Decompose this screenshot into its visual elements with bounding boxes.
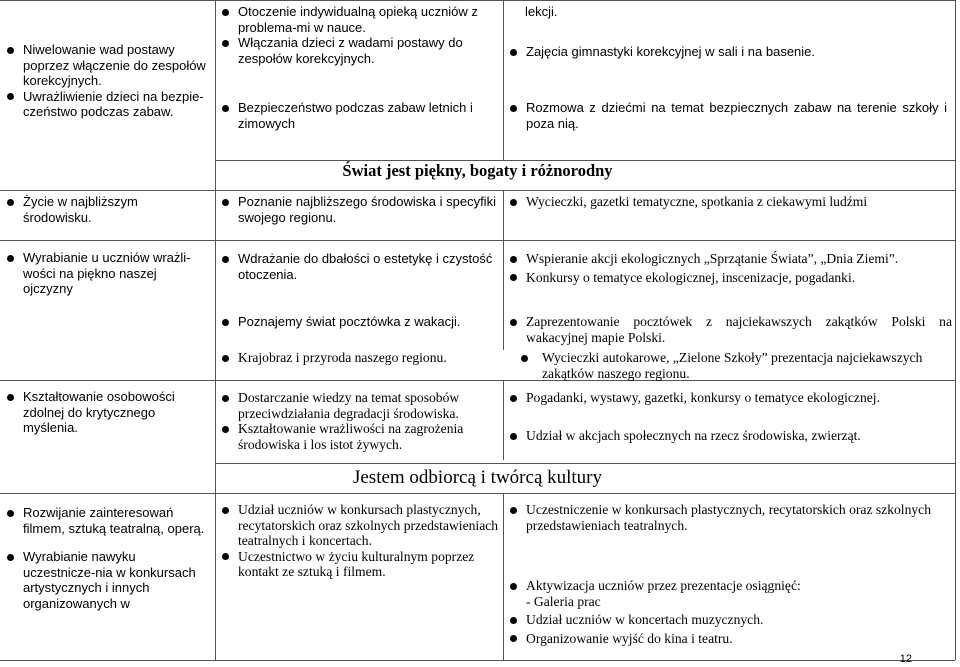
row-divider [0, 240, 955, 241]
text-fragment: lekcji. [525, 4, 558, 19]
bullet-icon [521, 355, 528, 362]
column-divider [503, 190, 504, 350]
list-item: Zaprezentowanie pocztówek z najciekawszych zakątków Polski na wakacyjnej mapie Polski. [507, 314, 952, 345]
bullet-icon [222, 553, 229, 560]
activities-list-trips [518, 350, 952, 381]
list-item: Uwrażliwienie dzieci na bezpie-czeństwo podczas zabaw. [4, 89, 209, 120]
activities-list-safety [507, 100, 947, 131]
list-item: Wycieczki, gazetki tematyczne, spotkania z ciekawymi ludźmi [507, 194, 952, 210]
list-item: Wdrażanie do dbałości o estetykę i czystość otoczenia. [219, 251, 497, 282]
list-item: Udział uczniów w koncertach muzycznych. [507, 612, 952, 628]
tasks-list-health [219, 4, 497, 66]
row-divider [215, 463, 955, 464]
list-item: Rozmowa z dziećmi na temat bezpiecznych zabaw na terenie szkoły i poza nią. [507, 100, 947, 131]
bullet-icon [510, 635, 517, 642]
bullet-icon [7, 255, 14, 262]
activities-list-culture [507, 578, 952, 646]
tasks-list-region [219, 194, 497, 225]
bullet-icon [510, 256, 517, 263]
list-item: Kształtowanie osobowości zdolnej do krytycznego myślenia. [4, 389, 209, 436]
goals-list-critical-thinking [4, 389, 209, 436]
bullet-icon [222, 355, 229, 362]
list-item: Rozwijanie zainteresowań filmem, sztuką teatralną, operą. [4, 505, 209, 536]
bullet-icon [510, 507, 517, 514]
goals-list-beauty [4, 250, 209, 297]
list-item: Poznajemy świat pocztówka z wakacji. [219, 314, 497, 330]
bullet-icon [510, 274, 517, 281]
list-item: Życie w najbliższym środowisku. [4, 194, 209, 225]
bullet-icon [222, 319, 229, 326]
column-divider [503, 0, 504, 160]
activities-list-ecology-talks [507, 390, 952, 406]
activities-list-postcards [507, 314, 952, 345]
list-item: Pogadanki, wystawy, gazetki, konkursy o tematyce ekologicznej. [507, 390, 952, 406]
goals-list-health [4, 42, 209, 120]
list-item: Wyrabianie u uczniów wrażli-wości na piękno naszej ojczyzny [4, 250, 209, 297]
bullet-icon [7, 394, 14, 401]
bullet-icon [222, 256, 229, 263]
tasks-list-aesthetics [219, 251, 497, 282]
list-item: Organizowanie wyjść do kina i teatru. [507, 631, 952, 647]
bullet-icon [7, 93, 14, 100]
list-item: Konkursy o tematyce ekologicznej, inscenizacje, pogadanki. [507, 270, 952, 286]
bullet-icon [510, 319, 517, 326]
bullet-icon [222, 199, 229, 206]
column-divider [215, 0, 216, 660]
column-divider [503, 380, 504, 460]
bullet-icon [510, 617, 517, 624]
list-item: Wspieranie akcji ekologicznych „Sprzątanie Świata”, „Dnia Ziemi”. [507, 251, 952, 267]
bullet-icon [7, 554, 14, 561]
tasks-list-ecology [219, 390, 503, 452]
row-divider [0, 190, 955, 191]
row-divider [0, 0, 955, 1]
list-item: Wycieczki autokarowe, „Zielone Szkoły” prezentacja najciekawszych zakątków naszego regionu. [518, 350, 952, 381]
column-divider [503, 493, 504, 660]
activities-list-ecology-actions [507, 251, 952, 285]
bullet-icon [510, 199, 517, 206]
bullet-icon [510, 49, 517, 56]
goals-list-culture [4, 505, 209, 611]
bullet-icon [7, 47, 14, 54]
list-item: Włączania dzieci z wadami postawy do zespołów korekcyjnych. [219, 35, 497, 66]
activities-list-contests [507, 502, 952, 533]
list-item: Udział uczniów w konkursach plastycznych, recytatorskich oraz szkolnych przedstawieniach teatralnych i koncertach. [219, 502, 503, 549]
list-item: Niwelowanie wad postawy poprzez włączenie do zespołów korekcyjnych. [4, 42, 209, 89]
activities-list-excursions [507, 194, 952, 210]
list-item: Poznanie najbliższego środowiska i specyfiki swojego regionu. [219, 194, 497, 225]
tasks-list-safety [219, 100, 497, 131]
table-bottom-border [0, 660, 955, 661]
tasks-list-landscape [219, 350, 509, 366]
table-border [955, 0, 956, 660]
row-divider [0, 493, 955, 494]
bullet-icon [510, 583, 517, 590]
list-item: Aktywizacja uczniów przez prezentacje osiągnięć: - Galeria prac [507, 578, 952, 609]
bullet-icon [510, 105, 517, 112]
tasks-list-postcards [219, 314, 497, 330]
list-item: Uczestnictwo w życiu kulturalnym poprzez kontakt ze sztuką i filmem. [219, 549, 503, 580]
list-item: Bezpieczeństwo podczas zabaw letnich i zimowych [219, 100, 497, 131]
activities-list-gymnastics [507, 44, 947, 60]
list-item: Udział w akcjach społecznych na rzecz środowiska, zwierząt. [507, 428, 952, 444]
tasks-list-culture [219, 502, 503, 580]
bullet-icon [222, 40, 229, 47]
bullet-icon [222, 507, 229, 514]
list-item: Zajęcia gimnastyki korekcyjnej w sali i na basenie. [507, 44, 947, 60]
section-heading: Świat jest piękny, bogaty i różnorodny [342, 161, 613, 180]
list-item: Kształtowanie wrażliwości na zagrożenia środowiska i los istot żywych. [219, 421, 503, 452]
list-item: Krajobraz i przyroda naszego regionu. [219, 350, 509, 366]
list-item: Otoczenie indywidualną opieką uczniów z problema-mi w nauce. [219, 4, 497, 35]
bullet-icon [7, 510, 14, 517]
bullet-icon [222, 395, 229, 402]
bullet-icon [222, 9, 229, 16]
bullet-icon [7, 199, 14, 206]
goals-list-environment [4, 194, 209, 225]
bullet-icon [222, 426, 229, 433]
bullet-icon [510, 395, 517, 402]
bullet-icon [222, 105, 229, 112]
activities-list-social [507, 428, 952, 444]
list-item: Wyrabianie nawyku uczestnicze-nia w konkursach artystycznych i innych organizowanych w [4, 549, 209, 611]
list-item: Dostarczanie wiedzy na temat sposobów przeciwdziałania degradacji środowiska. [219, 390, 503, 421]
page-number: 12 [899, 652, 912, 665]
bullet-icon [510, 433, 517, 440]
list-item: Uczestniczenie w konkursach plastycznych, recytatorskich oraz szkolnych przedstawieniach teatralnych. [507, 502, 952, 533]
section-heading: Jestem odbiorcą i twórcą kultury [352, 467, 603, 488]
